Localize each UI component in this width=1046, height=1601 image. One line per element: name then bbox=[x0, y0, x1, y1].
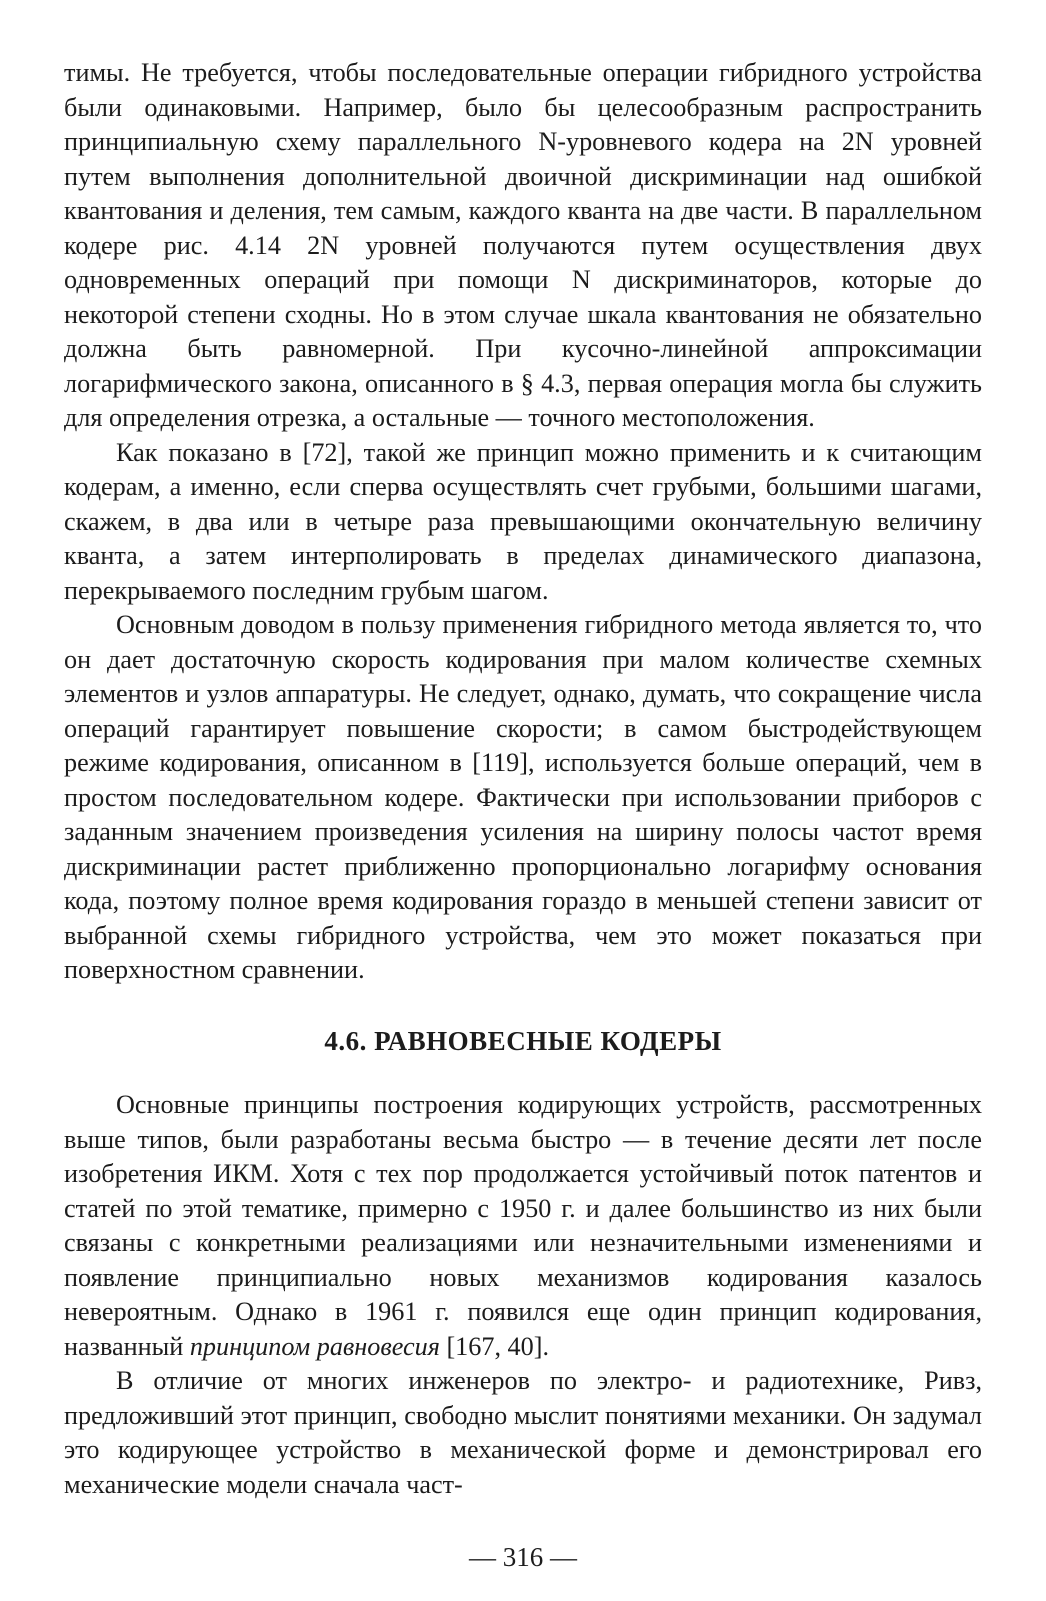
paragraph-reeves: В отличие от многих инженеров по электро- и радиотехнике, Ривз, предложивший этот принцип, свободно мыслит понятиями механики. Он задумал это кодирующее устройство в механической форме и демонстрировал его механические модели сначала част- bbox=[64, 1366, 982, 1499]
section-heading: 4.6. РАВНОВЕСНЫЕ КОДЕРЫ bbox=[324, 1025, 722, 1056]
book-page bbox=[64, 56, 982, 1586]
paragraph-hybrid-operations: тимы. Не требуется, чтобы последовательные операции гибридного устройства были одинаковыми. Например, было бы целесообразным распространить принципиальную схему параллельного N-уровневого кодера на 2N уровней путем выполнения дополнительной двоичной дискриминации над ошибкой квантования и деления, тем самым, каждого кванта на две части. В параллельном кодере рис. 4.14 2N уровней получаются путем осуществления двух одновременных операций при помощи N дискриминаторов, которые до некоторой степени сходны. Но в этом случае шкала квантования не обязательно должна быть равномерной. При кусочно-линейной аппроксимации логарифмического закона, описанного в § 4.3, первая операция могла бы служить для определения отрезка, а остальные — точного местоположения. bbox=[64, 58, 982, 432]
paragraph-equilibrium-principle bbox=[64, 1088, 982, 1364]
page-number: — 316 — bbox=[469, 1542, 577, 1572]
italic-term: принципом равновесия bbox=[189, 1331, 440, 1361]
paragraph-counting-coders: Как показано в [72], такой же принцип можно применить и к считающим кодерам, а именно, если сперва осуществлять счет грубыми, большими шагами, скажем, в два или в четыре раза превышающими окончательную величину кванта, а затем интерполировать в пределах динамического диапазона, перекрываемого последним грубым шагом. bbox=[64, 437, 982, 605]
citation: [167, 40]. bbox=[439, 1331, 550, 1361]
paragraph-text-start: Основные принципы построения кодирующих устройств, рассмотренных выше типов, были разработаны весьма быстро — в течение десяти лет после изобретения ИКМ. Хотя с тех пор продолжается устойчивый поток патентов и статей по этой тематике, примерно с 1950 г. и далее большинство из них были связаны с конкретными реализациями или незначительными изменениями и появление принципиально новых механизмов кодирования казалось невероятным. Однако в 1961 г. появился еще один принцип кодирования, названный bbox=[64, 1090, 982, 1361]
paragraph-hybrid-advantage: Основным доводом в пользу применения гибридного метода является то, что он дает достаточную скорость кодирования при малом количестве схемных элементов и узлов аппаратуры. Не следует, однако, думать, что сокращение числа операций гарантирует повышение скорости; в самом быстродействующем режиме кодирования, описанном в [119], используется больше операций, чем в простом последовательном кодере. Фактически при использовании приборов с заданным значением произведения усиления на ширину полосы частот время дискриминации растет приближенно пропорционально логарифму основания кода, поэтому полное время кодирования гораздо в меньшей степени зависит от выбранной схемы гибридного устройства, чем это может показаться при поверхностном сравнении. bbox=[64, 610, 982, 984]
